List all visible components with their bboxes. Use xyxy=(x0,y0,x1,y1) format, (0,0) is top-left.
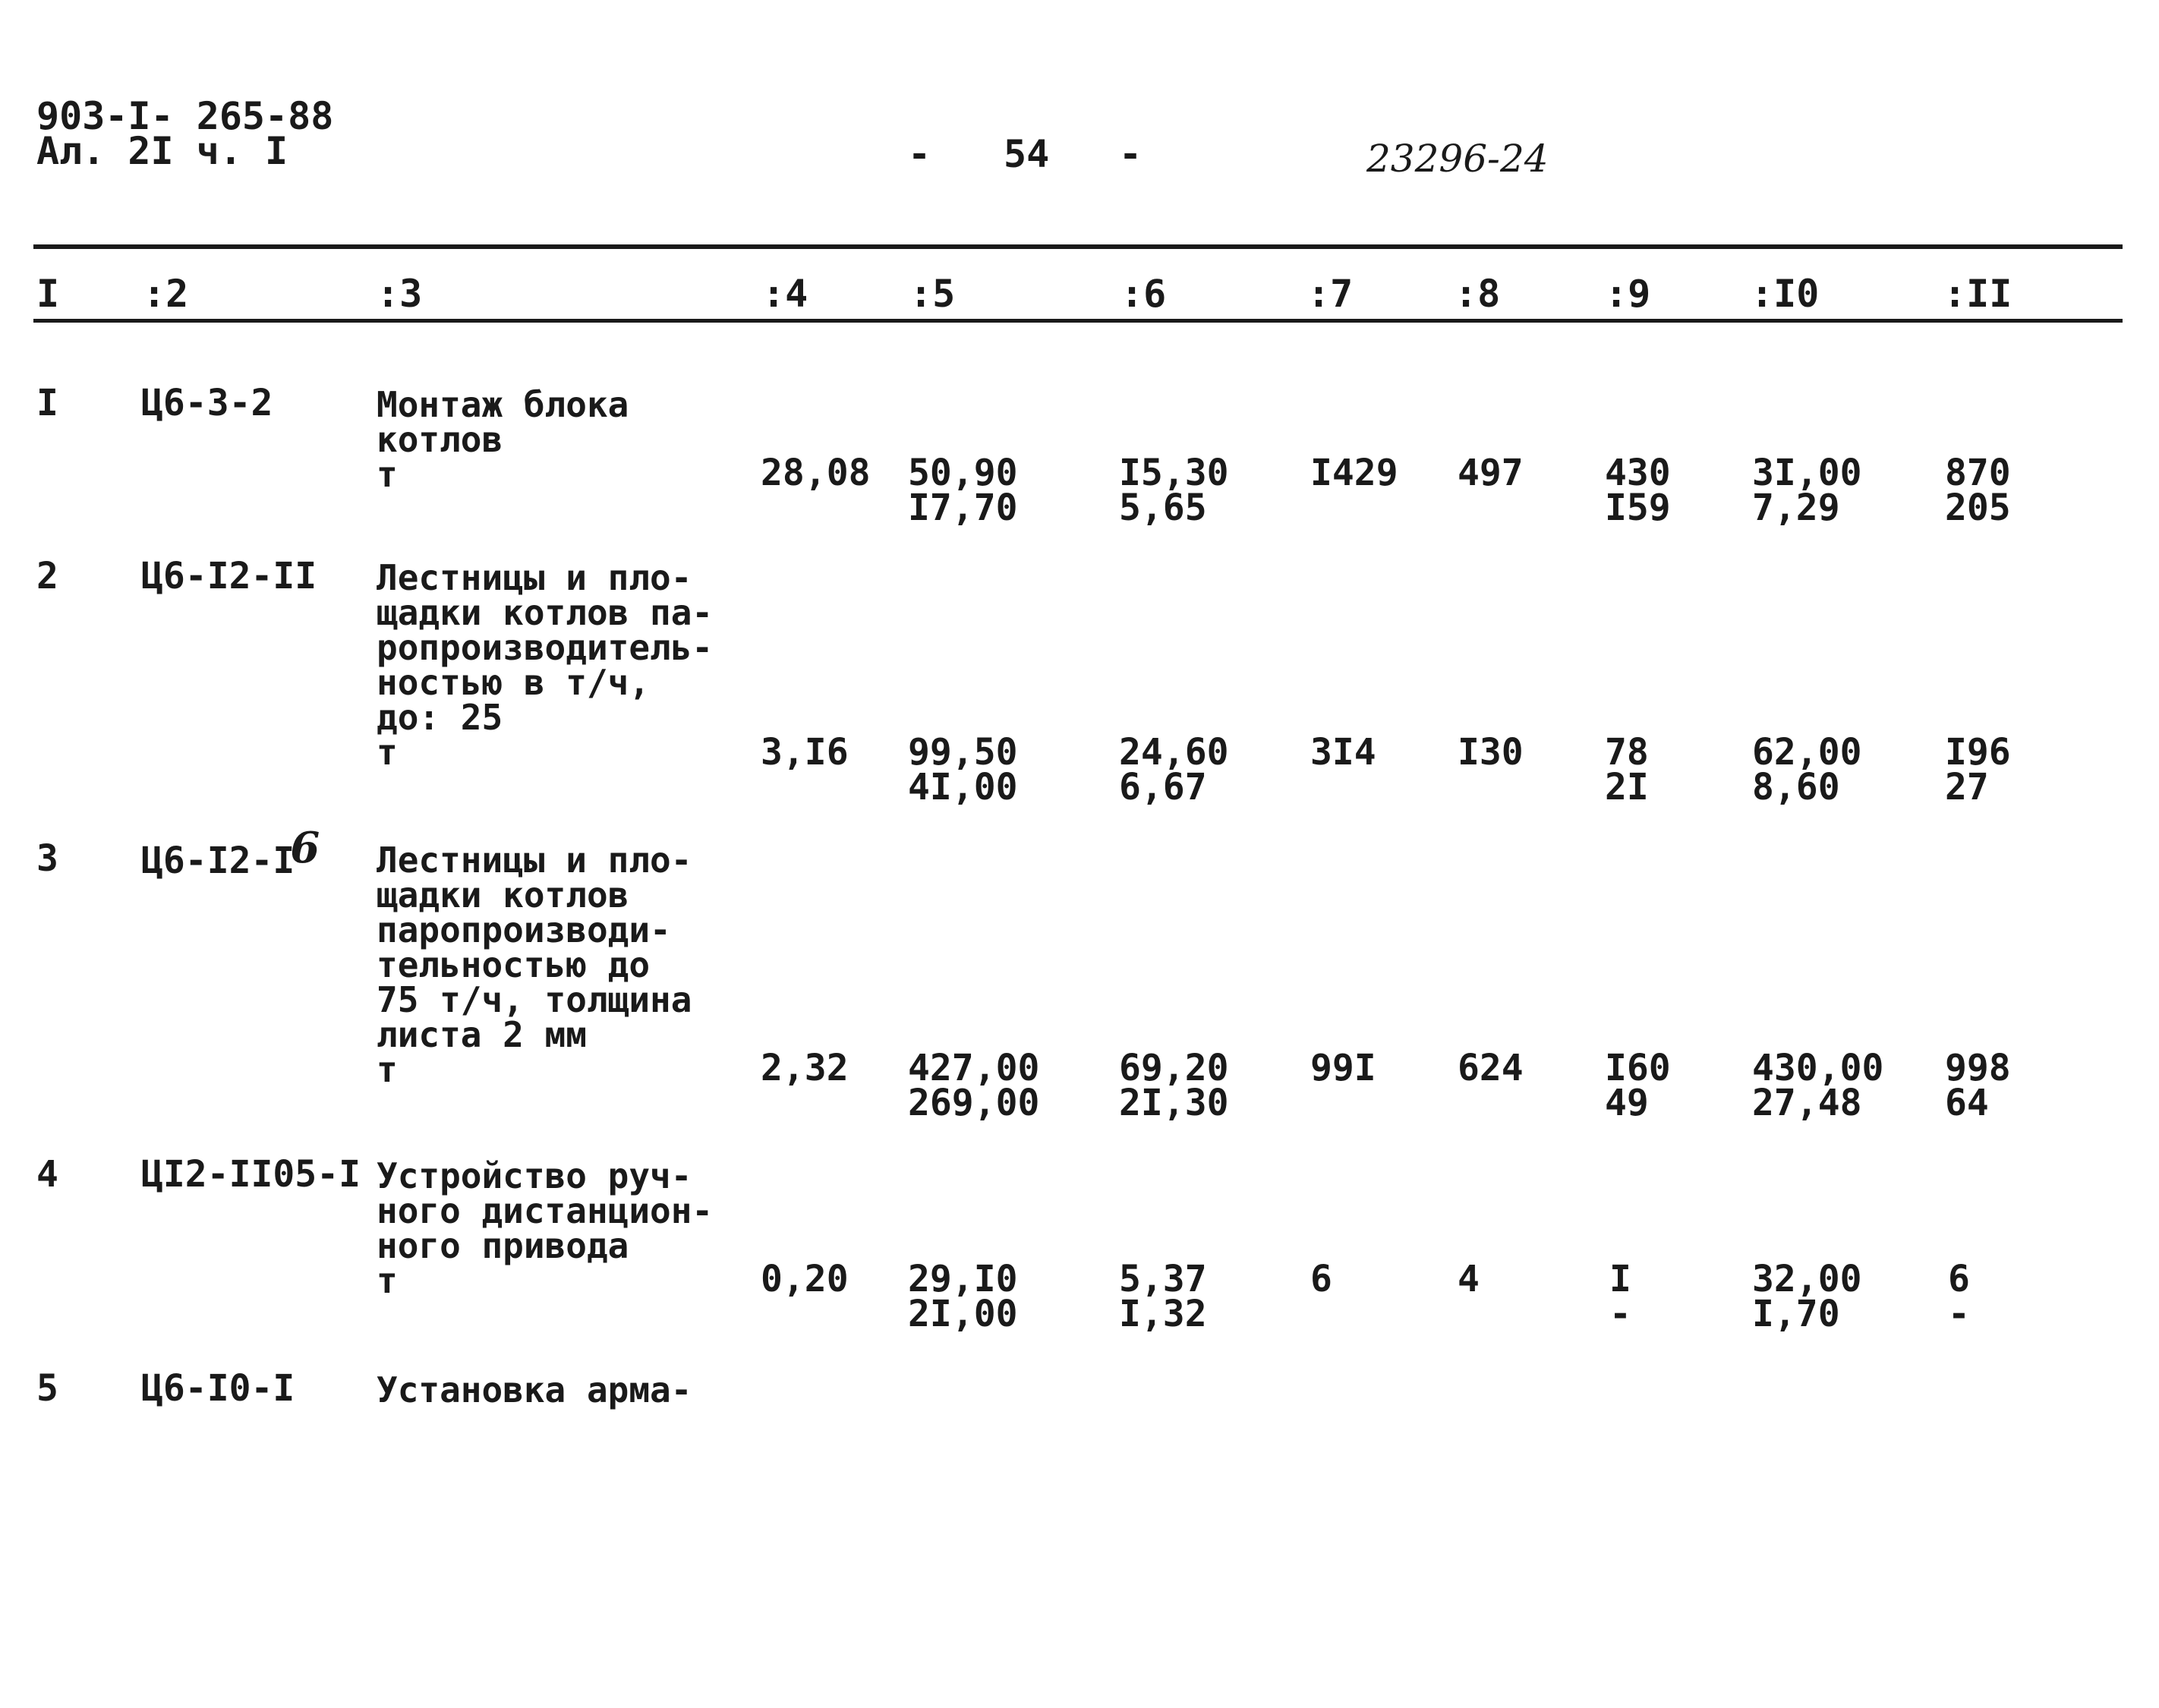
col9-values: I60 49 xyxy=(1605,1047,1671,1124)
col10-values: 62,00 8,60 xyxy=(1752,731,1862,808)
row-description: Установка арма- xyxy=(377,1369,692,1410)
row-code: Ц6-I2-II xyxy=(141,555,317,597)
col8-value: 497 xyxy=(1458,452,1524,494)
col6-values: 69,20 2I,30 xyxy=(1119,1047,1229,1124)
row-number: 3 xyxy=(36,837,58,880)
row-number: 5 xyxy=(36,1367,58,1410)
column-header-3: :3 xyxy=(377,272,423,316)
row-number: I xyxy=(36,382,58,424)
page-dash-left: - xyxy=(908,132,931,176)
col9-values: I - xyxy=(1609,1258,1631,1335)
col6-values: I5,30 5,65 xyxy=(1119,452,1229,529)
col7-value: 6 xyxy=(1310,1258,1332,1300)
col11-values: I96 27 xyxy=(1945,731,2011,808)
col5-values: 50,90 I7,70 xyxy=(908,452,1018,529)
row-number: 2 xyxy=(36,555,58,597)
table-top-rule xyxy=(33,244,2123,249)
col7-value: I429 xyxy=(1310,452,1398,494)
row-code: Ц6-3-2 xyxy=(141,382,273,424)
column-header-7: :7 xyxy=(1307,272,1354,316)
column-header-5: :5 xyxy=(909,272,956,316)
col10-values: 430,00 27,48 xyxy=(1752,1047,1884,1124)
col8-value: 4 xyxy=(1458,1258,1480,1300)
page-dash-right: - xyxy=(1119,132,1143,176)
col9-values: 430 I59 xyxy=(1605,452,1671,529)
col7-value: 3I4 xyxy=(1310,731,1376,774)
page-number: 54 xyxy=(1004,132,1050,176)
row-code: ЦI2-II05-I xyxy=(141,1153,361,1196)
col10-values: 3I,00 7,29 xyxy=(1752,452,1862,529)
col11-values: 6 - xyxy=(1948,1258,1970,1335)
col11-values: 998 64 xyxy=(1945,1047,2011,1124)
col4-value: 28,08 xyxy=(761,452,871,494)
row-code: Ц6-I0-I xyxy=(141,1367,295,1410)
row-description: Лестницы и пло- щадки котлов паропроизводи- тельностью до 75 т/ч, толщина листа 2 мм т xyxy=(377,840,692,1090)
col7-value: 99I xyxy=(1310,1047,1376,1089)
handwritten-stamp: 23296-24 xyxy=(1366,137,1549,181)
col9-values: 78 2I xyxy=(1605,731,1649,808)
column-header-11: :II xyxy=(1943,272,2012,316)
row-description: Устройство руч- ного дистанцион- ного привода т xyxy=(377,1155,714,1301)
col6-values: 24,60 6,67 xyxy=(1119,731,1229,808)
column-header-8: :8 xyxy=(1455,272,1501,316)
row-description: Монтаж блока котлов т xyxy=(377,384,629,495)
col11-values: 870 205 xyxy=(1945,452,2011,529)
col4-value: 2,32 xyxy=(761,1047,849,1089)
column-header-4: :4 xyxy=(762,272,808,316)
column-header-1: I xyxy=(36,272,60,316)
col5-values: 99,50 4I,00 xyxy=(908,731,1018,808)
row-code: Ц6-I2-I6 xyxy=(141,823,320,882)
col6-values: 5,37 I,32 xyxy=(1119,1258,1207,1335)
col4-value: 3,I6 xyxy=(761,731,849,774)
row-number: 4 xyxy=(36,1153,58,1196)
table-header-rule xyxy=(33,319,2123,323)
album-part: Ал. 2I ч. I xyxy=(36,129,288,173)
row-description: Лестницы и пло- щадки котлов па- ропроизводитель- ностью в т/ч, до: 25 т xyxy=(377,557,714,773)
column-header-6: :6 xyxy=(1120,272,1167,316)
col10-values: 32,00 I,70 xyxy=(1752,1258,1862,1335)
col5-values: 29,I0 2I,00 xyxy=(908,1258,1018,1335)
column-header-9: :9 xyxy=(1605,272,1651,316)
handwritten-correction: 6 xyxy=(290,823,320,873)
document-code: 903-I- 265-88 xyxy=(36,94,334,138)
col4-value: 0,20 xyxy=(761,1258,849,1300)
col8-value: 624 xyxy=(1458,1047,1524,1089)
column-header-2: :2 xyxy=(143,272,189,316)
col5-values: 427,00 269,00 xyxy=(908,1047,1040,1124)
column-header-10: :I0 xyxy=(1751,272,1820,316)
col8-value: I30 xyxy=(1458,731,1524,774)
